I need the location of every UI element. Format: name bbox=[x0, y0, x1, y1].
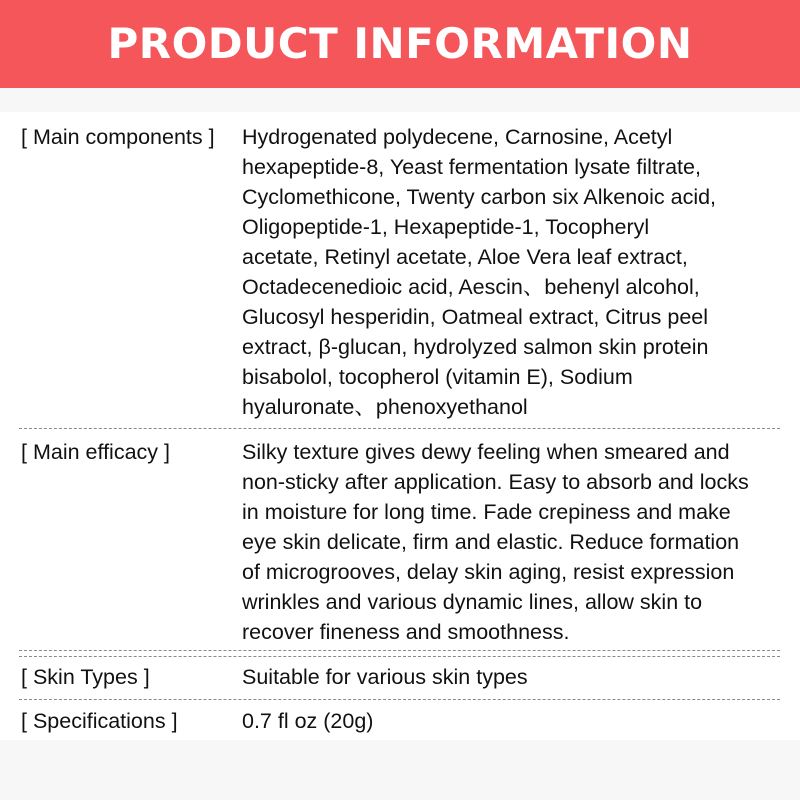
value-line: Suitable for various skin types bbox=[242, 665, 528, 689]
value-line: hexapeptide-8, Yeast fermentation lysate filtrate, bbox=[242, 155, 701, 179]
value-line: eye skin delicate, firm and elastic. Reduce formation bbox=[242, 530, 740, 554]
value-line: wrinkles and various dynamic lines, allow skin to bbox=[242, 590, 703, 614]
value-line: acetate, Retinyl acetate, Aloe Vera leaf extract, bbox=[242, 245, 688, 269]
value-line: bisabolol, tocopherol (vitamin E), Sodium bbox=[242, 365, 633, 389]
value-line: Silky texture gives dewy feeling when smeared and bbox=[242, 440, 730, 464]
value-line: Hydrogenated polydecene, Carnosine, Acetyl bbox=[242, 125, 673, 149]
value-line: hyaluronate、phenoxyethanol bbox=[242, 395, 528, 419]
row-value bbox=[242, 662, 782, 692]
value-line: Oligopeptide-1, Hexapeptide-1, Tocopheryl bbox=[242, 215, 650, 239]
value-line: extract, β-glucan, hydrolyzed salmon skin protein bbox=[242, 335, 709, 359]
row-separator bbox=[19, 699, 780, 700]
row-separator bbox=[19, 650, 780, 651]
row-label: [ Main components ] bbox=[21, 125, 215, 149]
value-line: in moisture for long time. Fade crepiness and make bbox=[242, 500, 731, 524]
row-separator bbox=[19, 428, 780, 429]
value-line: recover fineness and smoothness. bbox=[242, 620, 570, 644]
value-line: Octadecenedioic acid, Aescin、behenyl alcohol, bbox=[242, 275, 700, 299]
row-separator bbox=[19, 656, 780, 657]
row-label: [ Skin Types ] bbox=[21, 665, 150, 689]
row-value bbox=[242, 437, 782, 647]
row-value bbox=[242, 706, 782, 736]
value-line: 0.7 fl oz (20g) bbox=[242, 709, 374, 733]
row-label: [ Specifications ] bbox=[21, 709, 178, 733]
value-line: Glucosyl hesperidin, Oatmeal extract, Citrus peel bbox=[242, 305, 709, 329]
value-line: of microgrooves, delay skin aging, resist expression bbox=[242, 560, 735, 584]
page-title: PRODUCT INFORMATION bbox=[107, 19, 693, 68]
product-info-table bbox=[0, 112, 800, 740]
row-label: [ Main efficacy ] bbox=[21, 440, 170, 464]
header-banner bbox=[0, 0, 800, 88]
value-line: Cyclomethicone, Twenty carbon six Alkenoic acid, bbox=[242, 185, 717, 209]
row-value bbox=[242, 122, 782, 422]
value-line: non-sticky after application. Easy to absorb and locks bbox=[242, 470, 749, 494]
